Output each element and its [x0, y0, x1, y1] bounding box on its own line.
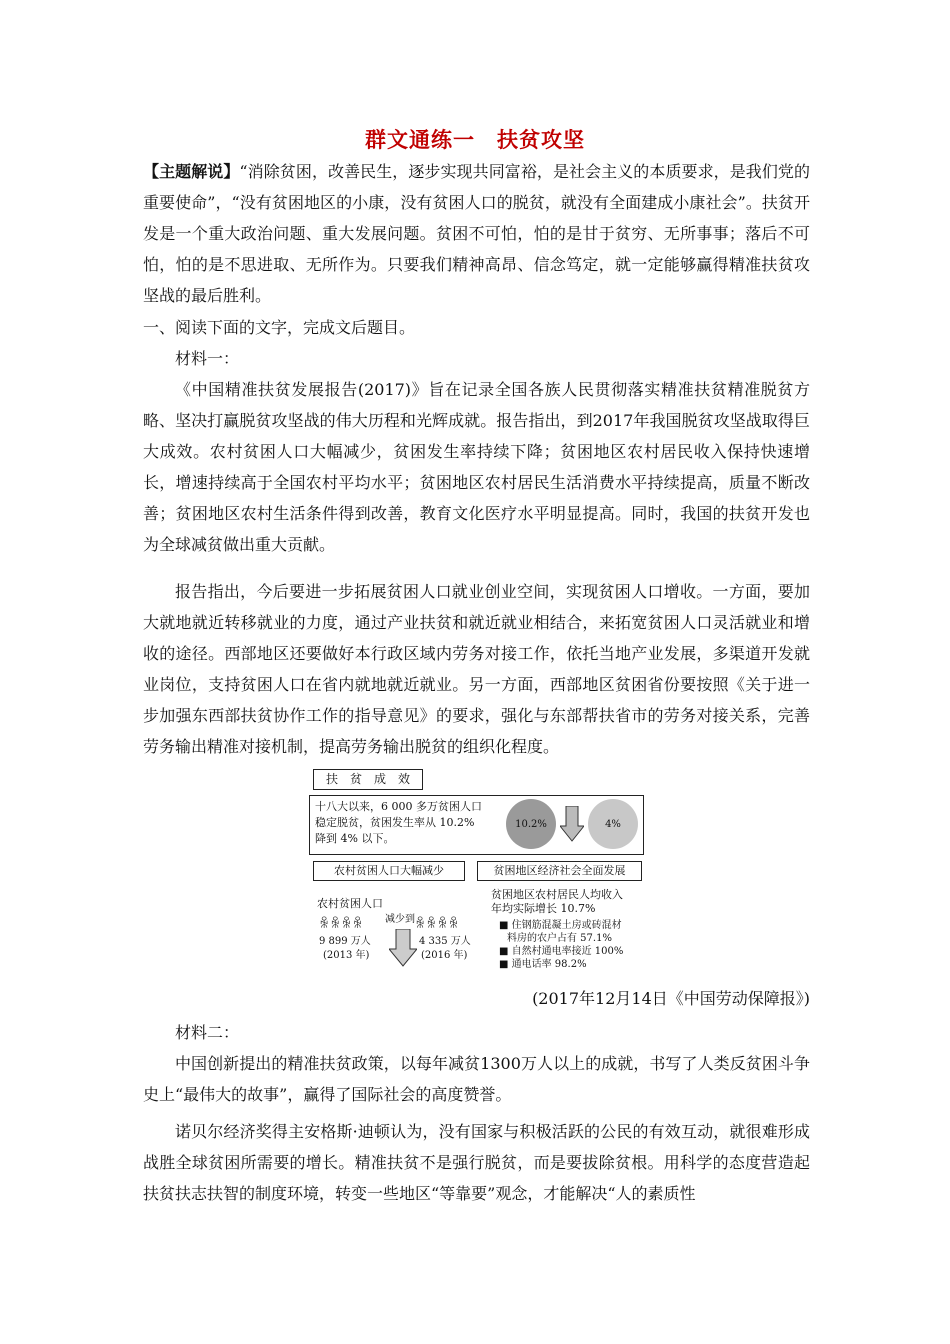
material1-label: 材料一： — [175, 349, 240, 368]
bullet-housing-2: 料房的农户占有 57.1% — [507, 933, 612, 944]
infographic-header: 扶 贫 成 效 — [313, 769, 423, 790]
theme-intro — [143, 156, 810, 311]
decrease-arrow-icon — [389, 929, 417, 967]
rural-label: 农村贫困人口 — [317, 897, 383, 910]
summary-box — [309, 795, 644, 855]
section-heading: 一、阅读下面的文字，完成文后题目。 — [143, 318, 416, 337]
after-year: (2016 年) — [421, 950, 468, 961]
summary-line-1: 十八大以来，6 000 多万贫困人口 — [315, 800, 482, 813]
after-value: 4 335 万人 — [419, 936, 471, 947]
material1-paragraph-2: 报告指出，今后要进一步拓展贫困人口就业创业空间，实现贫困人口增收。一方面，要加大就地就近转移就业的力度，通过产业扶贫和就近就业相结合，来拓宽贫困人口灵活就业和增收的途径。西部地区还要做好本行政区域内劳务对接工作，依托当地产业发展，多渠道开发就业岗位，支持贫困人口在省内就地就近就业。另一方面，西部地区贫困省份要按照《关于进一步加强东西部扶贫协作工作的指导意见》的要求，强化与东部帮扶省市的劳务对接关系，完善劳务输出精准对接机制，提高劳务输出脱贫的组织化程度。 — [143, 582, 810, 756]
material2-paragraph-1: 中国创新提出的精准扶贫政策，以每年减贫1300万人以上的成就，书写了人类反贫困斗争史上“最伟大的故事”，赢得了国际社会的高度赞誉。 — [143, 1054, 810, 1104]
rate-after-circle: 4% — [588, 799, 638, 849]
material2-label: 材料二： — [175, 1023, 240, 1042]
material1-source: (2017年12月14日《中国劳动保障报》) — [532, 989, 810, 1008]
people-before-icon: ꆜꆜꆜꆜ — [319, 917, 364, 932]
material2-paragraph-2: 诺贝尔经济奖得主安格斯·迪顿认为，没有国家与积极活跃的公民的有效互动，就很难形成战胜全球贫困所需要的增长。精准扶贫不是强行脱贫，而是要拔除贫根。用科学的态度营造起扶贫扶志扶智的制度环境，转变一些地区“等靠要”观念，才能解决“人的素质性 — [143, 1122, 810, 1203]
left-title-box: 农村贫困人口大幅减少 — [313, 861, 465, 881]
income-line-1: 贫困地区农村居民人均收入 — [491, 888, 623, 901]
income-line-2: 年均实际增长 10.7% — [491, 902, 596, 915]
down-arrow-icon — [560, 806, 584, 842]
rate-before-circle: 10.2% — [506, 799, 556, 849]
summary-line-3: 降到 4% 以下。 — [315, 832, 395, 845]
bullet-telephone: ■ 通电话率 98.2% — [499, 959, 587, 970]
bullet-electricity: ■ 自然村通电率接近 100% — [499, 946, 624, 957]
poverty-infographic — [309, 769, 646, 974]
people-after-icon: ꆜꆜꆜꆜ — [415, 917, 460, 932]
intro-label: 【主题解说】 — [143, 162, 240, 181]
right-title-box: 贫困地区经济社会全面发展 — [477, 861, 642, 881]
before-year: (2013 年) — [323, 950, 370, 961]
page-title: 群文通练一 扶贫攻坚 — [365, 127, 585, 152]
material1-paragraph-1: 《中国精准扶贫发展报告(2017)》旨在记录全国各族人民贯彻落实精准扶贫精准脱贫方略、坚决打赢脱贫攻坚战的伟大历程和光辉成就。报告指出，到2017年我国脱贫攻坚战取得巨大成效。农村贫困人口大幅减少，贫困发生率持续下降；贫困地区农村居民收入保持快速增长，增速持续高于全国农村平均水平；贫困地区农村居民生活消费水平持续提高，质量不断改善；贫困地区农村生活条件得到改善，教育文化医疗水平明显提高。同时，我国的扶贫开发也为全球减贫做出重大贡献。 — [143, 380, 810, 554]
summary-line-2: 稳定脱贫，贫困发生率从 10.2% — [315, 816, 475, 829]
intro-text: “消除贫困，改善民生，逐步实现共同富裕，是社会主义的本质要求，是我们党的重要使命”，“没有贫困地区的小康，没有贫困人口的脱贫，就没有全面建成小康社会”。扶贫开发是一个重大政治问题、重大发展问题。贫困不可怕，怕的是甘于贫穷、无所事事；落后不可怕，怕的是不思进取、无所作为。只要我们精神高昂、信念笃定，就一定能够赢得精准扶贫攻坚战的最后胜利。 — [143, 162, 810, 305]
before-value: 9 899 万人 — [319, 936, 371, 947]
reduced-to-label: 减少到 — [385, 914, 415, 925]
bullet-housing-1: ■ 住钢筋混凝土房或砖混材 — [499, 920, 622, 931]
